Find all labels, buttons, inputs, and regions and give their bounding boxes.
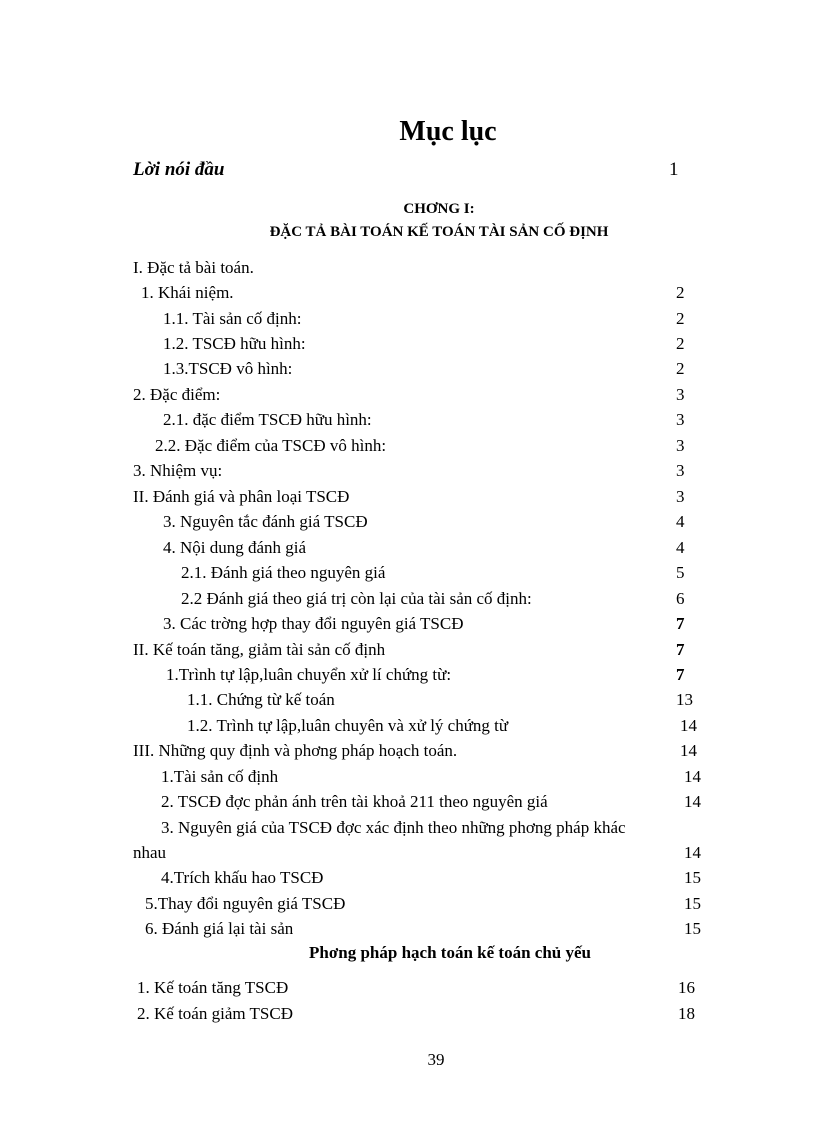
toc-entry-page: 14 — [680, 741, 697, 760]
toc-entry-text: 5.Thay đổi nguyên giá TSCĐ — [145, 894, 346, 913]
toc-entry-text: 1.Tài sản cố định — [161, 767, 279, 786]
toc-entry-text: 1.2. TSCĐ hữu hình: — [163, 334, 306, 353]
toc-entry-text: 2.1. đặc điểm TSCĐ hữu hình: — [163, 410, 372, 429]
toc-entry-text: 2. TSCĐ đợc phản ánh trên tài khoả 211 theo nguyên giá — [161, 792, 548, 811]
toc-entry-page: 16 — [678, 978, 695, 997]
toc-entry-text: 3. Nguyên tắc đánh giá TSCĐ — [163, 512, 368, 531]
toc-entry-page: 2 — [676, 309, 685, 328]
page-title: Mục lục — [399, 116, 497, 147]
toc-entry-page: 3 — [676, 487, 685, 506]
toc-entry-text: 1. Kế toán tăng TSCĐ — [137, 978, 289, 997]
toc-entry-text: 2. Đặc điểm: — [133, 385, 221, 404]
toc-entry-text: 3. Các trờng hợp thay đổi nguyên giá TSCĐ — [163, 614, 464, 633]
toc-entry-page: 14 — [684, 843, 701, 862]
toc-entry-text: 4. Nội dung đánh giá — [163, 538, 307, 557]
toc-entry-text: 1.1. Chứng từ kế toán — [187, 690, 335, 709]
toc-entry-page: 14 — [680, 716, 697, 735]
toc-entry-page: 3 — [676, 436, 685, 455]
toc-entry-page: 15 — [684, 894, 701, 913]
toc-entry-text: 6. Đánh giá lại tài sản — [145, 919, 294, 938]
toc-entry-text: 1.1. Tài sản cố định: — [163, 309, 302, 328]
toc-entry-text: II. Kế toán tăng, giảm tài sản cố định — [133, 640, 386, 659]
toc-entry-text: 2.2. Đặc điểm của TSCĐ vô hình: — [155, 436, 387, 455]
toc-entry-page: 3 — [676, 410, 685, 429]
toc-entry-page: 2 — [676, 334, 685, 353]
toc-entry-text: 3. Nhiệm vụ: — [133, 461, 223, 480]
toc-preface-label: Lời nói đầu — [133, 159, 225, 180]
toc-entry-text: 1.Trình tự lập,luân chuyển xử lí chứng từ: — [166, 665, 452, 684]
toc-entry-text: 1.2. Trình tự lập,luân chuyên và xử lý chứng từ — [187, 716, 509, 735]
toc-entry-text: 1. Khái niệm. — [141, 283, 234, 302]
toc-entry-page: 3 — [676, 385, 685, 404]
toc-entry-page: 4 — [676, 512, 685, 531]
toc-entry-page: 14 — [684, 792, 701, 811]
toc-entry-page: 5 — [676, 563, 685, 582]
toc-entry-page: 7 — [676, 614, 685, 633]
toc-entry-page: 15 — [684, 868, 701, 887]
toc-entry-text: I. Đặc tả bài toán. — [133, 258, 254, 277]
toc-preface-page: 1 — [669, 159, 679, 180]
section-heading: Phơng pháp hạch toán kế toán chủ yếu — [309, 943, 591, 962]
toc-entry-text: 3. Nguyên giá của TSCĐ đợc xác định theo những phơng pháp khác — [161, 818, 626, 837]
toc-entry-page: 3 — [676, 461, 685, 480]
toc-entry-page: 13 — [676, 690, 693, 709]
toc-entry-page: 4 — [676, 538, 685, 557]
toc-entry-text: 2.2 Đánh giá theo giá trị còn lại của tài sản cố định: — [181, 589, 532, 608]
toc-entry-page: 14 — [684, 767, 701, 786]
toc-entry-text: 2. Kế toán giảm TSCĐ — [137, 1004, 293, 1023]
chapter-title: ĐẶC TẢ BÀI TOÁN KẾ TOÁN TÀI SẢN CỐ ĐỊNH — [269, 224, 609, 240]
toc-entry-page: 6 — [676, 589, 685, 608]
toc-entry-page: 7 — [676, 640, 685, 659]
toc-entry-page: 2 — [676, 359, 685, 378]
toc-entry-text: II. Đánh giá và phân loại TSCĐ — [133, 487, 350, 506]
toc-entry-page: 15 — [684, 919, 701, 938]
toc-entry-text: 1.3.TSCĐ vô hình: — [163, 359, 293, 378]
toc-entry-text: 4.Trích khấu hao TSCĐ — [161, 868, 324, 887]
toc-entry-text: III. Những quy định và phơng pháp hoạch toán. — [133, 741, 458, 760]
toc-entry-text: nhau — [133, 843, 167, 862]
toc-entry-page: 7 — [676, 665, 685, 684]
toc-entry-text: 2.1. Đánh giá theo nguyên giá — [181, 563, 386, 582]
toc-entry-page: 2 — [676, 283, 685, 302]
chapter-number: CHƠNG I: — [403, 201, 475, 217]
page-number: 39 — [427, 1050, 445, 1069]
toc-entry-page: 18 — [678, 1004, 695, 1023]
